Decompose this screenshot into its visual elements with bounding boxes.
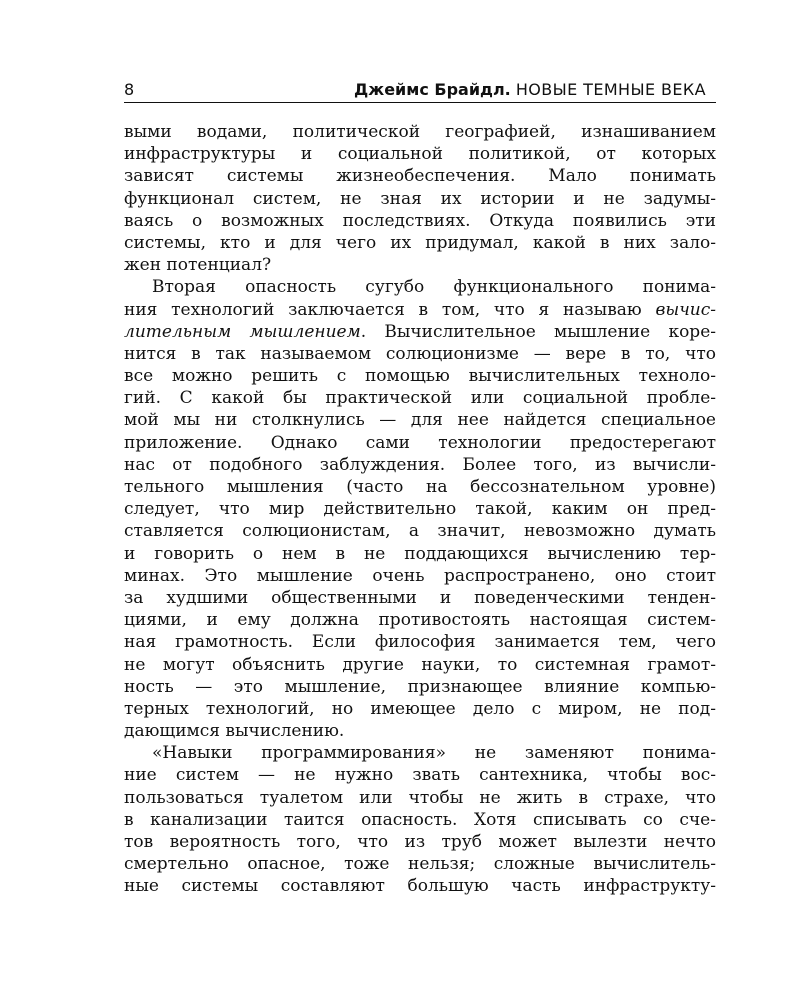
text-line: зависят системы жизнеобеспечения. Мало понимать — [124, 166, 716, 187]
text-line: смертельно опасное, тоже нельзя; сложные вычислитель- — [124, 854, 716, 875]
paragraph-2 — [124, 276, 716, 742]
text-fragment: . Вычислительное мышление коре- — [360, 321, 716, 342]
text-line: жен потенциал? — [124, 255, 272, 276]
text-line: и говорить о нем в не поддающихся вычислению тер- — [124, 543, 716, 564]
text-line: мой мы ни столкнулись — для нее найдется специальное — [124, 410, 716, 431]
body-text — [124, 121, 716, 898]
text-line: ние систем — не нужно звать сантехника, чтобы вос- — [124, 765, 716, 786]
text-line: функционал систем, не зная их истории и не задумы- — [124, 188, 716, 209]
text-line — [124, 321, 716, 343]
author-name: Джеймс Брайдл. — [354, 80, 511, 99]
text-line: не могут объяснить другие науки, то системная грамот- — [124, 654, 716, 675]
text-line: ставляется солюционистам, а значит, невозможно думать — [124, 521, 716, 542]
text-line: нится в так называемом солюционизме — вере в то, что — [124, 343, 716, 364]
text-line: циями, и ему должна противостоять настоящая систем- — [124, 610, 716, 631]
running-head-title — [354, 80, 706, 100]
text-line: минах. Это мышление очень распространено, оно стоит — [124, 565, 716, 586]
italic-term: вычис- — [655, 299, 716, 320]
italic-term: лительным мышлением — [124, 321, 361, 342]
text-line: системы, кто и для чего их придумал, какой в них зало- — [124, 232, 716, 253]
text-line: терных технологий, но имеющее дело с миром, не под- — [124, 698, 716, 719]
text-line: ная грамотность. Если философия занимается тем, чего — [124, 632, 716, 653]
text-line: нас от подобного заблуждения. Более того, из вычисли- — [124, 454, 716, 475]
text-line: ные системы составляют большую часть инфраструкту- — [124, 876, 716, 897]
text-line: тов вероятность того, что из труб может вылезти нечто — [124, 832, 716, 852]
text-line: следует, что мир действительно такой, каким он пред- — [124, 499, 716, 520]
book-title: НОВЫЕ ТЕМНЫЕ ВЕКА — [515, 80, 706, 99]
text-line: гий. С какой бы практической или социальной пробле- — [124, 388, 716, 409]
text-line: Вторая опасность сугубо функционального понима- — [152, 277, 716, 298]
paragraph-1 — [124, 121, 716, 276]
text-line: пользоваться туалетом или чтобы не жить в страхе, что — [124, 787, 716, 808]
text-line: инфраструктуры и социальной политикой, от которых — [124, 144, 716, 165]
text-line: ность — это мышление, признающее влияние компью- — [124, 676, 716, 697]
running-head — [124, 80, 716, 103]
text-line: выми водами, политической географией, изнашиванием — [124, 122, 716, 142]
text-line: приложение. Однако сами технологии предостерегают — [124, 432, 716, 453]
text-line: за худшими общественными и поведенческими тенден- — [124, 587, 716, 608]
text-line: все можно решить с помощью вычислительных техноло- — [124, 366, 716, 387]
text-fragment: ния технологий заключается в том, что я называю — [124, 299, 656, 320]
text-line: дающимся вычислению. — [124, 721, 345, 742]
text-line: «Навыки программирования» не заменяют понима- — [152, 743, 716, 764]
text-line: тельного мышления (часто на бессознательном уровне) — [124, 477, 716, 497]
page-number: 8 — [124, 80, 135, 99]
text-line — [124, 299, 716, 321]
paragraph-3 — [124, 742, 716, 897]
book-page — [124, 80, 716, 898]
text-line: в канализации таится опасность. Хотя списывать со сче- — [124, 809, 716, 830]
text-line: ваясь о возможных последствиях. Откуда появились эти — [124, 210, 716, 231]
